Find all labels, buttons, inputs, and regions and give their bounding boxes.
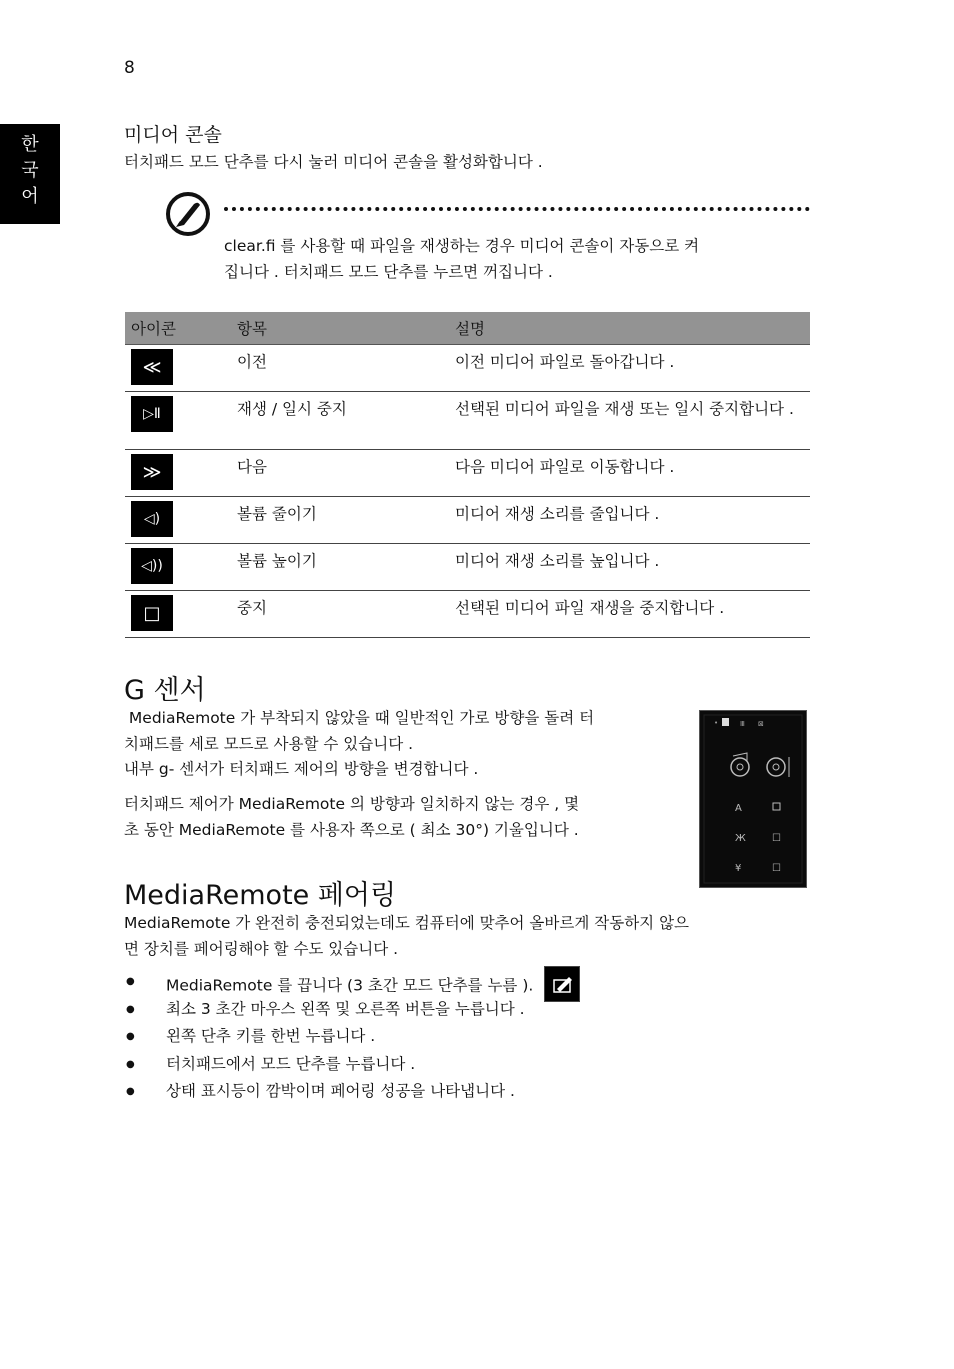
list-item: ● 왼쪽 단추 키를 한번 누릅니다 . bbox=[124, 1023, 824, 1051]
pairing-heading: MediaRemote 페어링 bbox=[124, 880, 397, 911]
previous-icon: ≪ bbox=[131, 349, 173, 385]
table-cell-desc: 미디어 재생 소리를 높입니다 . bbox=[449, 544, 810, 591]
table-cell-desc: 다음 미디어 파일로 이동합니다 . bbox=[449, 450, 810, 497]
volume-up-icon: ◁)) bbox=[131, 548, 173, 584]
next-icon: ≫ bbox=[131, 454, 173, 490]
language-tab-char: 국 bbox=[21, 160, 39, 181]
svg-text:•: • bbox=[714, 719, 719, 727]
table-row bbox=[125, 591, 810, 638]
table-row bbox=[125, 497, 810, 544]
note-pen-icon bbox=[164, 191, 212, 237]
pairing-intro: 면 장치를 페어링해야 할 수도 있습니다 . bbox=[124, 940, 399, 958]
table-header-desc: 설명 bbox=[449, 312, 810, 345]
pairing-steps bbox=[124, 968, 824, 1106]
table-row bbox=[125, 392, 810, 450]
step-text: MediaRemote 를 끕니다 (3 초간 모드 단추를 누름 ). bbox=[166, 976, 534, 995]
pairing-intro: MediaRemote 가 완전히 충전되었는데도 컴퓨터에 맞추어 올바르게 작동하지 않으 bbox=[124, 914, 690, 932]
svg-text:☐: ☐ bbox=[772, 833, 781, 844]
language-tab-char: 어 bbox=[21, 186, 39, 207]
mediaremote-image bbox=[699, 710, 807, 888]
media-console-description: 터치패드 모드 단추를 다시 눌러 미디어 콘솔을 활성화합니다 . bbox=[124, 153, 543, 171]
g-sensor-text: 치패드를 세로 모드로 사용할 수 있습니다 . bbox=[124, 735, 414, 753]
table-row bbox=[125, 345, 810, 392]
table-row bbox=[125, 544, 810, 591]
media-console-heading: 미디어 콘솔 bbox=[124, 124, 222, 146]
table-cell-desc: 이전 미디어 파일로 돌아갑니다 . bbox=[449, 345, 810, 392]
play-pause-icon: ▷Ⅱ bbox=[131, 396, 173, 432]
list-item: ● 상태 표시등이 깜박이며 페어링 성공을 나타냅니다 . bbox=[124, 1078, 824, 1106]
table-header-row bbox=[125, 312, 810, 345]
note-line: clear.fi 를 사용할 때 파일을 재생하는 경우 미디어 콘솔이 자동으로 켜 bbox=[224, 237, 700, 255]
page-number: 8 bbox=[124, 58, 135, 78]
table-cell-item: 이전 bbox=[231, 345, 449, 392]
svg-text:Ж: Ж bbox=[735, 833, 746, 844]
svg-text:☐: ☐ bbox=[772, 863, 781, 874]
svg-text:Ⅲ: Ⅲ bbox=[740, 720, 745, 728]
table-header-item: 항목 bbox=[231, 312, 449, 345]
g-sensor-text: MediaRemote 가 부착되지 않았을 때 일반적인 가로 방향을 돌려 터 bbox=[124, 709, 595, 727]
g-sensor-text: 터치패드 제어가 MediaRemote 의 방향과 일치하지 않는 경우 , 몇 bbox=[124, 795, 580, 813]
table-cell-item: 재생 / 일시 중지 bbox=[231, 392, 449, 450]
table-cell-desc: 선택된 미디어 파일을 재생 또는 일시 중지합니다 . bbox=[449, 392, 810, 450]
table-cell-desc: 미디어 재생 소리를 줄입니다 . bbox=[449, 497, 810, 544]
svg-text:¥: ¥ bbox=[735, 863, 742, 874]
table-header-icon: 아이콘 bbox=[125, 312, 231, 345]
language-tab bbox=[0, 124, 60, 224]
stop-icon: □ bbox=[131, 595, 173, 631]
table-cell-desc: 선택된 미디어 파일 재생을 중지합니다 . bbox=[449, 591, 810, 638]
volume-down-icon: ◁) bbox=[131, 501, 173, 537]
table-cell-item: 볼륨 높이기 bbox=[231, 544, 449, 591]
table-cell-item: 다음 bbox=[231, 450, 449, 497]
list-item bbox=[124, 968, 824, 996]
svg-text:A: A bbox=[735, 803, 742, 814]
list-item: ● 터치패드에서 모드 단추를 누릅니다 . bbox=[124, 1051, 824, 1079]
table-row bbox=[125, 450, 810, 497]
list-item: ● 최소 3 초간 마우스 왼쪽 및 오른쪽 버튼을 누릅니다 . bbox=[124, 996, 824, 1024]
media-icons-table bbox=[125, 312, 810, 638]
table-cell-item: 볼륨 줄이기 bbox=[231, 497, 449, 544]
g-sensor-text: 초 동안 MediaRemote 를 사용자 쪽으로 ( 최소 30°) 기울입니다 . bbox=[124, 821, 579, 839]
svg-text:⊠: ⊠ bbox=[758, 720, 764, 728]
note-line: 집니다 . 터치패드 모드 단추를 누르면 꺼집니다 . bbox=[224, 263, 553, 281]
note-divider bbox=[224, 207, 810, 211]
table-cell-item: 중지 bbox=[231, 591, 449, 638]
mediaremote-illustration bbox=[700, 711, 806, 887]
language-tab-char: 한 bbox=[21, 134, 39, 155]
g-sensor-heading: G 센서 bbox=[124, 675, 206, 706]
g-sensor-text: 내부 g- 센서가 터치패드 제어의 방향을 변경합니다 . bbox=[124, 760, 479, 778]
